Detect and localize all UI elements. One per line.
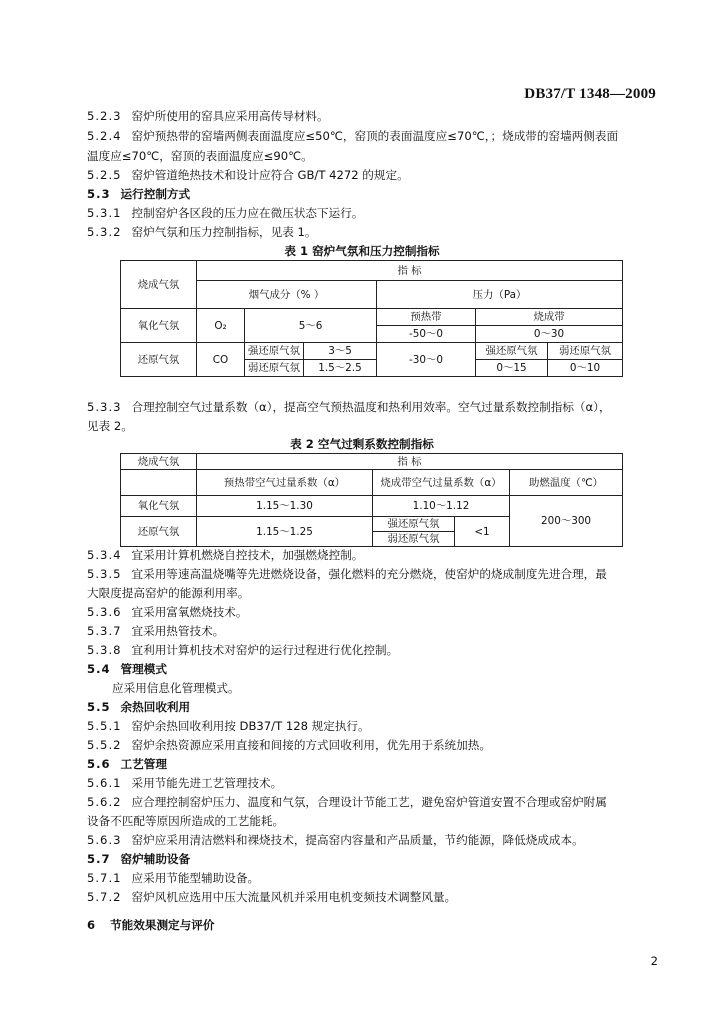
t2-ox-firing: 1.10～1.12 (373, 496, 510, 517)
t1-index-header: 指 标 (197, 261, 623, 281)
t1-preheat-header: 预热带 (377, 309, 476, 326)
t2-blank (121, 470, 197, 496)
t1-strong-label: 强还原气氛 (245, 343, 304, 360)
clause-5-6-2: 5.6.2 应合理控制窑炉压力、温度和气氛，合理设计节能工艺，避免窑炉管道安置不合理或窑炉附属 (87, 795, 607, 809)
t1-reducing-label: 还原气氛 (121, 343, 197, 377)
clause-5-5-1: 5.5.1 窑炉余热回收利用按 DB37/T 128 规定执行。 (87, 719, 370, 733)
clause-5-3-8: 5.3.8 宜利用计算机技术对窑炉的运行过程进行优化控制。 (87, 643, 399, 657)
t1-weak-firing: 0～10 (548, 360, 623, 377)
clause-5-3-6: 5.3.6 宜采用富氧燃烧技术。 (87, 605, 248, 619)
clause-5-2-3: 5.2.3 窑炉所使用的窑具应采用高传导材料。 (87, 109, 329, 123)
t1-pressure-header: 压力（Pa） (377, 281, 623, 309)
clause-5-3-7: 5.3.7 宜采用热管技术。 (87, 624, 225, 638)
clause-5-7-2: 5.7.2 窑炉风机应选用中压大流量风机并采用电机变频技术调整风量。 (87, 890, 457, 904)
t1-red-preheat: -30～0 (377, 343, 476, 377)
clause-5-2-5: 5.2.5 窑炉管道绝热技术和设计应符合 GB/T 4272 的规定。 (87, 168, 409, 182)
t2-temp-value: 200～300 (510, 496, 623, 547)
clause-5-6-1: 5.6.1 采用节能先进工艺管理技术。 (87, 776, 283, 790)
t1-flue-header: 烟气成分（% ） (197, 281, 377, 309)
clause-5-5-2: 5.5.2 窑炉余热资源应采用直接和间接的方式回收利用，优先用于系统加热。 (87, 738, 491, 752)
clause-5-3-5: 5.3.5 宜采用等速高温烧嘴等先进燃烧设备，强化燃料的充分燃烧，使窑炉的烧成制度先进合理，最 (87, 567, 607, 581)
clause-5-3-4: 5.3.4 宜采用计算机燃烧自控技术，加强燃烧控制。 (87, 548, 364, 562)
t2-red-preheat: 1.15～1.25 (197, 517, 373, 547)
clause-5-3-5-cont: 大限度提高窑炉的能源利用率。 (87, 586, 250, 600)
t2-oxidizing-label: 氧化气氛 (121, 496, 197, 517)
t2-atm-header: 烧成气氛 (121, 454, 197, 470)
section-5-5-heading: 5.5 余热回收利用 (87, 700, 191, 714)
table1 (120, 260, 623, 377)
t2-temp-header: 助燃温度（℃） (510, 470, 623, 496)
t1-ox-firing: 0～30 (476, 326, 623, 343)
table2 (120, 453, 623, 547)
section-5-4-heading: 5.4 管理模式 (87, 662, 167, 676)
t1-strong-value: 3～5 (304, 343, 377, 360)
table1-caption: 表 1 窑炉气氛和压力控制指标 (284, 244, 440, 258)
t1-strong-firing-label: 强还原气氛 (476, 343, 548, 360)
t2-strong-label: 强还原气氛 (373, 517, 455, 532)
page-number: 2 (650, 954, 658, 968)
clause-5-6-3: 5.6.3 窑炉应采用清洁燃料和裸烧技术，提高窑内容量和产品质量，节约能源，降低烧成成本。 (87, 833, 584, 847)
t1-oxidizing-label: 氧化气氛 (121, 309, 197, 343)
clause-5-2-4-cont: 温度应≤70℃，窑顶的表面温度应≤90℃。 (87, 149, 313, 163)
table2-caption: 表 2 空气过剩系数控制指标 (290, 437, 434, 451)
clause-5-4-text: 应采用信息化管理模式。 (112, 681, 240, 695)
clause-5-7-1: 5.7.1 应采用节能型辅助设备。 (87, 871, 260, 885)
t1-atm-header: 烧成气氛 (121, 261, 197, 309)
t2-preheat-header: 预热带空气过量系数（α） (197, 470, 373, 496)
standard-number: DB37/T 1348—2009 (524, 86, 656, 102)
t1-firing-header: 烧成带 (476, 309, 623, 326)
clause-5-3-1: 5.3.1 控制窑炉各区段的压力应在微压状态下运行。 (87, 206, 364, 220)
t1-ox-gas: O₂ (197, 309, 245, 343)
t2-reducing-label: 还原气氛 (121, 517, 197, 547)
t1-weak-value: 1.5～2.5 (304, 360, 377, 377)
chapter-6-heading: 6 节能效果测定与评价 (87, 918, 215, 932)
t1-ox-value: 5～6 (245, 309, 377, 343)
clause-5-3-3: 5.3.3 合理控制空气过量系数（α），提高空气预热温度和热利用效率。空气过量系数控制指标（α）， (87, 400, 611, 414)
t2-weak-label: 弱还原气氛 (373, 532, 455, 547)
clause-5-3-3-cont: 见表 2。 (87, 419, 133, 433)
clause-5-2-4: 5.2.4 窑炉预热带的窑墙两侧表面温度应≤50℃，窑顶的表面温度应≤70℃，；烧成带的窑墙两侧表面 (87, 129, 619, 143)
t1-weak-firing-label: 弱还原气氛 (548, 343, 623, 360)
t1-weak-label: 弱还原气氛 (245, 360, 304, 377)
t1-strong-firing: 0～15 (476, 360, 548, 377)
t1-red-gas: CO (197, 343, 245, 377)
clause-5-6-2-cont: 设备不匹配等原因所造成的工艺能耗。 (87, 814, 285, 828)
section-5-7-heading: 5.7 窑炉辅助设备 (87, 852, 191, 866)
t2-ox-preheat: 1.15～1.30 (197, 496, 373, 517)
clause-5-3-2: 5.3.2 窑炉气氛和压力控制指标，见表 1。 (87, 225, 317, 239)
section-5-3-heading: 5.3 运行控制方式 (87, 187, 191, 201)
t2-index-header: 指 标 (197, 454, 623, 470)
t2-firing-header: 烧成带空气过量系数（α） (373, 470, 510, 496)
t1-ox-preheat: -50～0 (377, 326, 476, 343)
t2-red-firing: <1 (455, 517, 510, 547)
section-5-6-heading: 5.6 工艺管理 (87, 757, 167, 771)
